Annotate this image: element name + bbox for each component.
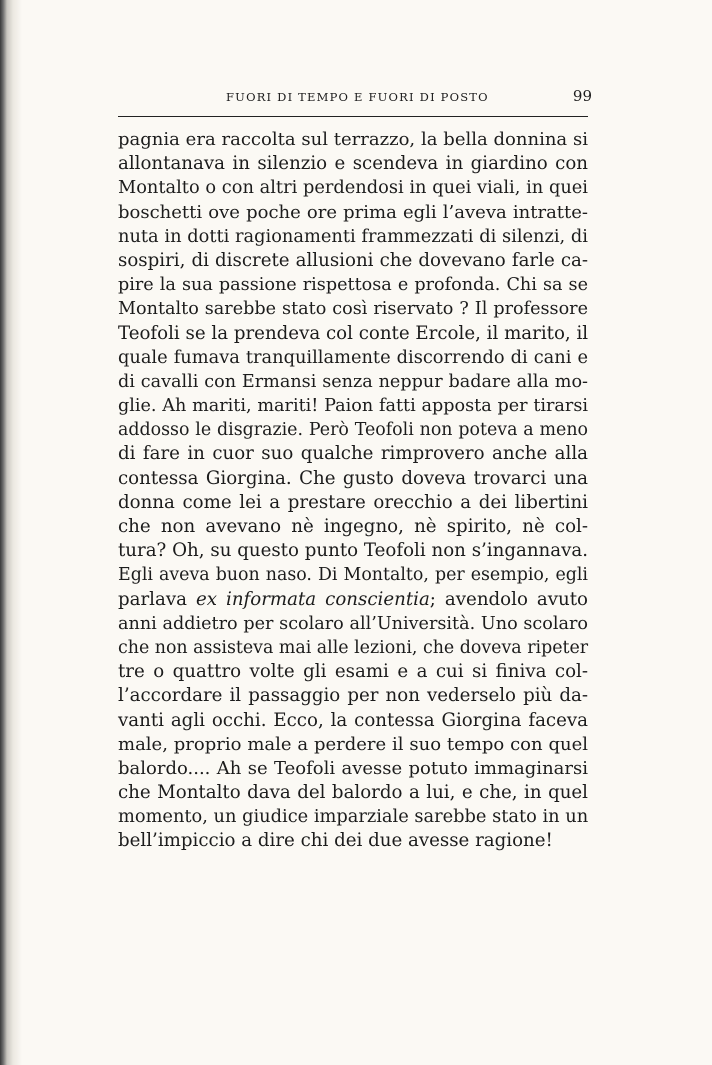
text-line xyxy=(118,467,588,491)
text-segment: Montalto sarebbe stato così riservato ? Il professore xyxy=(118,299,588,320)
text-segment: sospiri, di discrete allusioni che dovevano farle ca- xyxy=(118,249,588,271)
text-segment: allontanava in silenzio e scendeva in giardino con xyxy=(118,153,588,175)
text-line xyxy=(118,201,588,225)
text-segment: bell’impiccio a dire chi dei due avesse ragione! xyxy=(118,830,553,852)
text-segment: Montalto o con altri perdendosi in quei viali, in quei xyxy=(118,177,588,199)
text-line xyxy=(118,442,588,466)
running-title: FUORI DI TEMPO E FUORI DI POSTO xyxy=(226,90,489,104)
text-line xyxy=(118,249,588,273)
text-line xyxy=(118,152,588,176)
text-line xyxy=(118,829,588,853)
text-line xyxy=(118,660,588,684)
text-line xyxy=(118,636,588,660)
text-segment: ; avendolo avuto xyxy=(429,588,588,610)
text-line xyxy=(118,515,588,539)
text-segment: parlava xyxy=(118,588,196,610)
text-segment: contessa Giorgina. Che gusto doveva trovarci una xyxy=(118,467,588,489)
text-line xyxy=(118,563,588,587)
text-line xyxy=(118,781,588,805)
text-segment: di fare in cuor suo qualche rimprovero anche alla xyxy=(118,443,588,465)
text-line xyxy=(118,273,588,297)
text-line xyxy=(118,128,588,152)
text-segment: nuta in dotti ragionamenti frammezzati di silenzi, di xyxy=(118,225,588,247)
text-line xyxy=(118,394,588,418)
text-line xyxy=(118,539,588,563)
text-segment: tre o quattro volte gli esami e a cui si finiva col- xyxy=(118,661,588,683)
text-line xyxy=(118,709,588,733)
text-line xyxy=(118,757,588,781)
text-segment: che Montalto dava del balordo a lui, e che, in quel xyxy=(118,782,588,804)
text-line xyxy=(118,491,588,515)
text-segment: addosso le disgrazie. Però Teofoli non poteva a meno xyxy=(118,420,588,441)
text-segment: vanti agli occhi. Ecco, la contessa Giorgina faceva xyxy=(118,709,588,731)
text-segment: donna come lei a prestare orecchio a dei libertini xyxy=(118,491,588,513)
text-line xyxy=(118,370,588,394)
text-line xyxy=(118,322,588,346)
text-line xyxy=(118,225,588,249)
text-segment: di cavalli con Ermansi senza neppur badare alla mo- xyxy=(118,371,588,392)
italic-phrase: ex informata conscientia xyxy=(195,588,430,610)
header-rule xyxy=(118,116,588,117)
text-segment: momento, un giudice imparziale sarebbe stato in un xyxy=(118,806,589,828)
text-line xyxy=(118,297,588,321)
text-segment: che non assisteva mai alle lezioni, che doveva ripeter xyxy=(118,637,589,658)
text-segment: pire la sua passione rispettosa e profonda. Chi sa se xyxy=(118,275,588,296)
text-line xyxy=(118,805,588,829)
text-line xyxy=(118,418,588,442)
text-line xyxy=(118,612,588,636)
text-segment: tura? Oh, su questo punto Teofoli non s’ingannava. xyxy=(118,540,588,562)
text-line xyxy=(118,733,588,757)
text-segment: boschetti ove poche ore prima egli l’aveva intratte- xyxy=(118,201,588,223)
text-line xyxy=(118,176,588,200)
page-header xyxy=(118,88,596,108)
book-spine-shadow xyxy=(0,0,22,1065)
text-segment: male, proprio male a perdere il suo tempo con quel xyxy=(118,733,588,755)
text-segment: Teofoli se la prendeva col conte Ercole, il marito, il xyxy=(118,322,589,344)
text-segment: Egli aveva buon naso. Di Montalto, per esempio, egli xyxy=(118,565,588,586)
text-line xyxy=(118,684,588,708)
body-text xyxy=(118,128,588,854)
text-line xyxy=(118,346,588,370)
text-segment: glie. Ah mariti, mariti! Paion fatti apposta per tirarsi xyxy=(118,396,588,417)
page-number: 99 xyxy=(572,87,592,105)
text-segment: pagnia era raccolta sul terrazzo, la bella donnina si xyxy=(118,129,588,150)
text-segment: che non avevano nè ingegno, nè spirito, nè col- xyxy=(118,516,588,537)
text-segment: quale fumava tranquillamente discorrendo di cani e xyxy=(118,346,588,368)
text-segment: l’accordare il passaggio per non vederselo più da- xyxy=(118,685,588,707)
text-segment: balordo.... Ah se Teofoli avesse potuto immaginarsi xyxy=(118,757,588,779)
text-segment: anni addietro per scolaro all’Università. Uno scolaro xyxy=(118,613,588,634)
text-line xyxy=(118,588,588,612)
